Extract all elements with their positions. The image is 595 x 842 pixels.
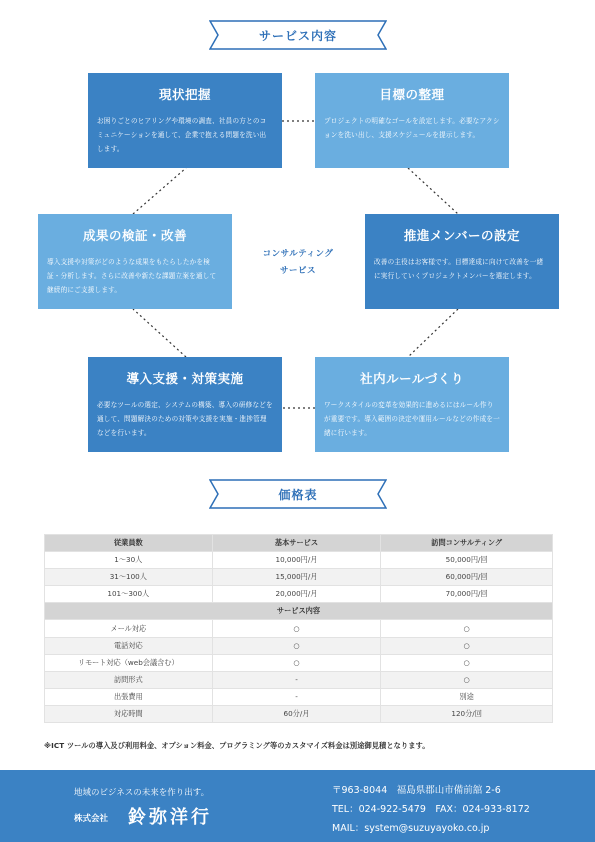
table-row <box>45 671 553 688</box>
services-section-title: サービス内容 <box>258 28 337 43</box>
card-body: 導入支援や対策がどのような成果をもたらしたかを検証・分析します。さらに改善や新たな課題立案を通して継続的にご支援します。 <box>47 258 217 294</box>
card-title: 導入支援・対策実施 <box>126 371 244 386</box>
card-title: 社内ルールづくり <box>360 371 464 386</box>
table-cell: 50,000円/回 <box>381 552 553 569</box>
card-title: 成果の検証・改善 <box>82 228 187 243</box>
card-current-state <box>88 73 282 168</box>
card-title: 現状把握 <box>158 87 211 102</box>
table-cell: 20,000円/月 <box>212 586 381 603</box>
card-internal-rules <box>315 357 509 452</box>
phone-fax: TEL：024-922-5479 FAX：024-933-8172 <box>332 804 530 815</box>
header-employees: 従業員数 <box>45 535 213 552</box>
table-cell: 60,000円/回 <box>381 569 553 586</box>
table-row <box>45 586 553 603</box>
table-row <box>45 637 553 654</box>
table-cell: ○ <box>381 671 553 688</box>
card-verification <box>38 214 232 309</box>
card-title: 目標の整理 <box>379 87 445 102</box>
table-cell: 別途 <box>381 688 553 705</box>
table-cell: 15,000円/月 <box>212 569 381 586</box>
footer-tagline: 地域のビジネスの未来を作り出す。 <box>74 788 210 798</box>
table-section-label: サービス内容 <box>45 603 553 620</box>
contact-info <box>332 781 530 838</box>
table-cell: 101〜300人 <box>45 586 213 603</box>
card-member-selection <box>365 214 559 309</box>
header-basic-service: 基本サービス <box>212 535 381 552</box>
card-body: 必要なツールの選定、システムの構築、導入の研修などを通して、問題解決のための対策や支援を実施・進捗管理などを行います。 <box>97 401 273 437</box>
table-cell: ○ <box>381 654 553 671</box>
header-visit-consulting: 訪問コンサルティング <box>381 535 553 552</box>
table-cell: ○ <box>212 620 381 637</box>
postal-address: 〒963-8044 福島県郡山市備前舘 2-6 <box>332 785 501 796</box>
card-title: 推進メンバーの設定 <box>403 228 521 243</box>
table-cell: ○ <box>212 637 381 654</box>
table-cell: 60分/月 <box>212 705 381 722</box>
company-logo-name: 鈴弥洋行 <box>128 807 212 828</box>
table-cell: メール対応 <box>45 620 213 637</box>
company-type: 株式会社 <box>74 814 109 824</box>
table-cell: - <box>212 688 381 705</box>
center-label-line1: コンサルティング <box>262 249 334 259</box>
table-cell: 70,000円/回 <box>381 586 553 603</box>
consulting-service-label <box>242 246 354 280</box>
table-cell: 1〜30人 <box>45 552 213 569</box>
card-body: お困りごとのヒアリングや環境の調査、社員の方とのコミュニケーションを通して、企業で抱える問題を洗い出します。 <box>97 117 267 153</box>
card-body: プロジェクトの明確なゴールを設定します。必要なアクションを洗い出し、支援スケジュールを提示します。 <box>324 117 500 139</box>
pricing-section-banner <box>209 479 387 509</box>
table-cell: 出張費用 <box>45 688 213 705</box>
table-cell: ○ <box>212 654 381 671</box>
table-row <box>45 705 553 722</box>
card-implementation <box>88 357 282 452</box>
table-row <box>45 620 553 637</box>
table-row <box>45 569 553 586</box>
table-row <box>45 552 553 569</box>
table-cell: 対応時間 <box>45 705 213 722</box>
email-address[interactable]: MAIL：system@suzuyayoko.co.jp <box>332 823 490 834</box>
footer <box>0 770 595 842</box>
table-cell: 電話対応 <box>45 637 213 654</box>
card-body: ワークスタイルの変革を効果的に進めるにはルール作りが重要です。導入範囲の決定や運用ルールなどの作成を一緒に行います。 <box>324 401 500 437</box>
center-label-line2: サービス <box>279 266 316 276</box>
table-cell: ○ <box>381 620 553 637</box>
table-cell: 10,000円/月 <box>212 552 381 569</box>
card-goal-setting <box>315 73 509 168</box>
table-cell: リモート対応（web会議含む） <box>45 654 213 671</box>
pricing-section-title: 価格表 <box>278 487 318 502</box>
table-row <box>45 654 553 671</box>
table-cell: 訪問形式 <box>45 671 213 688</box>
table-row <box>45 688 553 705</box>
table-cell: ○ <box>381 637 553 654</box>
table-cell: 120分/回 <box>381 705 553 722</box>
price-table <box>44 534 553 723</box>
table-cell: 31〜100人 <box>45 569 213 586</box>
card-body: 改善の主役はお客様です。目標達成に向けて改善を一緒に実行していくプロジェクトメンバーを選定します。 <box>374 258 544 280</box>
table-cell: - <box>212 671 381 688</box>
table-section-row <box>45 603 553 620</box>
pricing-note: ※ICT ツールの導入及び利用料金、オプション料金、プログラミング等のカスタマイズ料金は別途御見積となります。 <box>44 741 430 750</box>
table-header-row <box>45 535 553 552</box>
